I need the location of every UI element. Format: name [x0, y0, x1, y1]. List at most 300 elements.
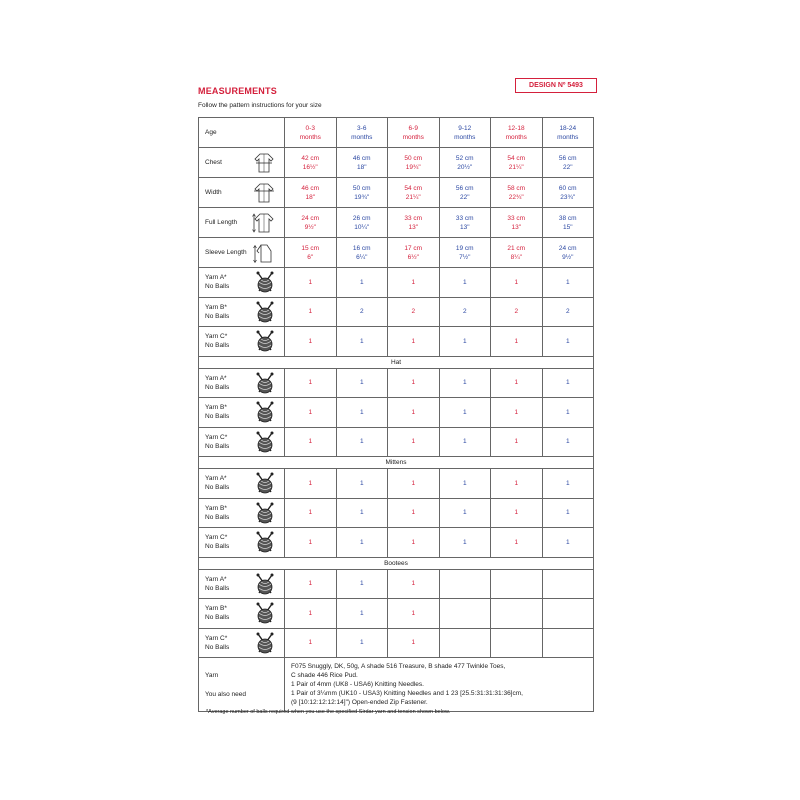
yarn-ball-icon	[254, 602, 276, 624]
balls-cell	[285, 297, 337, 327]
yarn-ball-icon	[254, 431, 276, 453]
no-balls-label: No Balls	[205, 413, 230, 421]
yarn-name: Yarn C*	[205, 634, 228, 642]
balls-value: 1	[359, 438, 364, 446]
yarn-row	[199, 628, 594, 658]
row-label	[199, 178, 285, 208]
balls-value: 1	[462, 278, 467, 286]
balls-cell	[542, 628, 594, 658]
balls-cell	[285, 469, 337, 499]
balls-value: 1	[514, 438, 519, 446]
yarn-label-block	[205, 374, 229, 392]
measurement-cell	[285, 208, 337, 238]
yarn-row	[199, 368, 594, 398]
balls-cell	[439, 628, 491, 658]
measurement-cell	[542, 178, 594, 208]
balls-value: 1	[308, 509, 313, 517]
balls-value: 1	[514, 479, 519, 487]
section-title: Hat	[199, 356, 594, 368]
yarn-name: Yarn A*	[205, 274, 227, 282]
no-balls-label: No Balls	[205, 442, 230, 450]
no-balls-label: No Balls	[205, 383, 230, 391]
balls-cell	[491, 398, 543, 428]
measurement-label: Chest	[205, 159, 222, 166]
yarn-row	[199, 427, 594, 457]
balls-value: 2	[565, 308, 570, 316]
row-label	[199, 327, 285, 357]
measurement-cell	[285, 178, 337, 208]
row-label	[199, 599, 285, 629]
balls-cell	[388, 297, 440, 327]
row-label	[199, 297, 285, 327]
measurement-row	[199, 238, 594, 268]
balls-cell	[336, 469, 388, 499]
yarn-name: Yarn B*	[205, 605, 227, 613]
balls-value: 1	[514, 337, 519, 345]
size-unit: months	[299, 133, 321, 141]
metric-value: 60 cm	[558, 184, 577, 192]
yarn-label-block	[205, 332, 229, 350]
requirements-text	[285, 658, 594, 712]
section-header-row	[199, 356, 594, 368]
balls-value: 1	[411, 337, 416, 345]
balls-cell	[336, 528, 388, 558]
balls-value: 1	[308, 278, 313, 286]
balls-cell	[491, 498, 543, 528]
balls-value: 1	[514, 278, 519, 286]
balls-cell	[336, 427, 388, 457]
balls-cell	[336, 327, 388, 357]
imperial-value: 23¾"	[560, 193, 576, 201]
balls-value: 1	[462, 509, 467, 517]
balls-value: 1	[359, 639, 364, 647]
row-label	[199, 148, 285, 178]
imperial-value: 8¼"	[510, 253, 522, 261]
yarn-ball-icon	[254, 301, 276, 323]
measurement-row	[199, 148, 594, 178]
yarn-ball-icon	[254, 531, 276, 553]
measurement-cell	[388, 238, 440, 268]
garment-width-icon	[252, 182, 276, 204]
yarn-ball-icon	[254, 271, 276, 293]
balls-cell	[542, 569, 594, 599]
balls-value: 1	[308, 538, 313, 546]
balls-value: 2	[462, 308, 467, 316]
row-label	[199, 268, 285, 298]
balls-value: 2	[359, 308, 364, 316]
measurement-cell	[439, 208, 491, 238]
balls-value: 1	[359, 379, 364, 387]
row-label	[199, 427, 285, 457]
imperial-value: 6½"	[407, 253, 419, 261]
you-also-need-heading: You also need	[205, 690, 246, 698]
requirement-line: 1 Pair of 3¼mm (UK10 - USA3) Knitting Needles and 1 23 [25.5:31:31:31:36]cm,	[291, 690, 523, 697]
garment-length-icon	[252, 212, 276, 234]
size-unit: months	[557, 133, 579, 141]
balls-cell	[285, 628, 337, 658]
imperial-value: 6¼"	[356, 253, 368, 261]
metric-value: 33 cm	[404, 214, 423, 222]
imperial-value: 13"	[511, 223, 522, 231]
yarn-label-block	[205, 273, 229, 291]
balls-value: 1	[565, 538, 570, 546]
yarn-label-block	[205, 604, 229, 622]
metric-value: 21 cm	[507, 244, 526, 252]
balls-value: 1	[359, 538, 364, 546]
age-label: Age	[205, 129, 217, 136]
balls-cell	[491, 427, 543, 457]
measurement-cell	[388, 148, 440, 178]
size-range: 18-24	[559, 124, 577, 132]
no-balls-label: No Balls	[205, 484, 230, 492]
measurement-cell	[336, 238, 388, 268]
page-title: MEASUREMENTS	[198, 86, 277, 96]
balls-value: 1	[308, 308, 313, 316]
metric-value: 56 cm	[558, 154, 577, 162]
balls-cell	[439, 268, 491, 298]
balls-cell	[336, 268, 388, 298]
imperial-value: 13"	[459, 223, 470, 231]
footnote: *Average number of balls required when you use the specified Sirdar yarn and tension shown below.	[206, 709, 451, 715]
measurements-table	[198, 117, 594, 712]
balls-value: 1	[462, 479, 467, 487]
row-label	[199, 368, 285, 398]
balls-value: 1	[462, 408, 467, 416]
balls-value: 1	[514, 509, 519, 517]
imperial-value: 21¼"	[508, 163, 524, 171]
balls-cell	[439, 327, 491, 357]
balls-value: 1	[359, 278, 364, 286]
metric-value: 50 cm	[404, 154, 423, 162]
imperial-value: 18"	[305, 193, 316, 201]
row-label	[199, 569, 285, 599]
row-label	[199, 398, 285, 428]
measurement-cell	[336, 148, 388, 178]
balls-cell	[439, 498, 491, 528]
row-label	[199, 118, 285, 148]
balls-cell	[388, 469, 440, 499]
balls-cell	[336, 398, 388, 428]
balls-value: 1	[462, 438, 467, 446]
size-header	[336, 118, 388, 148]
balls-cell	[542, 427, 594, 457]
imperial-value: 9½"	[304, 223, 316, 231]
measurement-cell	[439, 238, 491, 268]
measurement-cell	[336, 208, 388, 238]
balls-value: 1	[411, 639, 416, 647]
balls-value: 1	[411, 408, 416, 416]
balls-cell	[388, 628, 440, 658]
yarn-ball-icon	[254, 502, 276, 524]
metric-value: 16 cm	[352, 244, 371, 252]
balls-cell	[336, 498, 388, 528]
size-header	[388, 118, 440, 148]
balls-cell	[388, 398, 440, 428]
balls-value: 1	[462, 538, 467, 546]
metric-value: 17 cm	[404, 244, 423, 252]
measurement-row	[199, 208, 594, 238]
metric-value: 50 cm	[352, 184, 371, 192]
imperial-value: 19¾"	[405, 163, 421, 171]
no-balls-label: No Balls	[205, 513, 230, 521]
balls-cell	[439, 398, 491, 428]
balls-cell	[491, 569, 543, 599]
size-range: 0-3	[305, 124, 315, 132]
imperial-value: 15"	[562, 223, 573, 231]
yarn-row	[199, 469, 594, 499]
balls-cell	[439, 528, 491, 558]
requirement-line: 1 Pair of 4mm (UK8 - USA6) Knitting Needles.	[291, 681, 424, 688]
requirement-line: (9 [10:12:12:12:14]") Open-ended Zip Fastener.	[291, 699, 428, 706]
balls-value: 1	[411, 538, 416, 546]
yarn-ball-icon	[254, 632, 276, 654]
yarn-name: Yarn A*	[205, 475, 227, 483]
no-balls-label: No Balls	[205, 614, 230, 622]
no-balls-label: No Balls	[205, 643, 230, 651]
balls-value: 1	[565, 379, 570, 387]
imperial-value: 6"	[307, 253, 314, 261]
balls-cell	[439, 569, 491, 599]
balls-cell	[388, 427, 440, 457]
size-header	[285, 118, 337, 148]
yarn-ball-icon	[254, 330, 276, 352]
yarn-name: Yarn B*	[205, 504, 227, 512]
balls-value: 1	[308, 379, 313, 387]
balls-cell	[491, 297, 543, 327]
yarn-row	[199, 599, 594, 629]
metric-value: 52 cm	[455, 154, 474, 162]
balls-value: 1	[565, 408, 570, 416]
imperial-value: 9½"	[562, 253, 574, 261]
subtitle: Follow the pattern instructions for your size	[198, 102, 322, 109]
balls-cell	[285, 599, 337, 629]
balls-value: 1	[359, 337, 364, 345]
balls-cell	[542, 528, 594, 558]
balls-cell	[388, 368, 440, 398]
yarn-name: Yarn C*	[205, 534, 228, 542]
balls-cell	[542, 297, 594, 327]
balls-cell	[542, 268, 594, 298]
yarn-label-block	[205, 575, 229, 593]
balls-cell	[542, 327, 594, 357]
metric-value: 15 cm	[301, 244, 320, 252]
imperial-value: 21¼"	[405, 193, 421, 201]
requirements-row	[199, 658, 594, 712]
yarn-row	[199, 327, 594, 357]
yarn-name: Yarn B*	[205, 303, 227, 311]
balls-value: 1	[462, 337, 467, 345]
balls-value: 1	[308, 609, 313, 617]
metric-value: 24 cm	[301, 214, 320, 222]
balls-value: 1	[359, 509, 364, 517]
yarn-ball-icon	[254, 372, 276, 394]
yarn-row	[199, 569, 594, 599]
balls-value: 1	[565, 479, 570, 487]
balls-cell	[491, 528, 543, 558]
measurement-row	[199, 178, 594, 208]
balls-cell	[336, 569, 388, 599]
balls-cell	[491, 469, 543, 499]
balls-cell	[542, 599, 594, 629]
no-balls-label: No Balls	[205, 342, 230, 350]
balls-cell	[542, 498, 594, 528]
balls-value: 1	[411, 438, 416, 446]
yarn-row	[199, 268, 594, 298]
design-number-badge: DESIGN Nº 5493	[515, 78, 597, 93]
balls-value: 1	[514, 538, 519, 546]
imperial-value: 19¾"	[354, 193, 370, 201]
balls-cell	[336, 297, 388, 327]
requirement-line: F075 Snuggly, DK, 50g, A shade 516 Treasure, B shade 477 Twinkle Toes,	[291, 663, 506, 670]
balls-value: 2	[411, 308, 416, 316]
metric-value: 46 cm	[352, 154, 371, 162]
yarn-label-block	[205, 634, 229, 652]
balls-value: 1	[411, 379, 416, 387]
imperial-value: 16½"	[302, 163, 318, 171]
metric-value: 26 cm	[352, 214, 371, 222]
balls-value: 1	[565, 509, 570, 517]
balls-value: 1	[308, 580, 313, 588]
yarn-name: Yarn A*	[205, 374, 227, 382]
measurement-cell	[491, 208, 543, 238]
balls-cell	[388, 268, 440, 298]
yarn-ball-icon	[254, 573, 276, 595]
balls-value: 1	[308, 408, 313, 416]
imperial-value: 7½"	[459, 253, 471, 261]
measurement-cell	[388, 208, 440, 238]
metric-value: 58 cm	[507, 184, 526, 192]
yarn-row	[199, 498, 594, 528]
requirements-labels	[205, 666, 246, 704]
imperial-value: 10¼"	[354, 223, 370, 231]
size-unit: months	[351, 133, 373, 141]
measurement-cell	[542, 208, 594, 238]
balls-cell	[439, 297, 491, 327]
imperial-value: 18"	[356, 163, 367, 171]
size-unit: months	[402, 133, 424, 141]
measurement-cell	[439, 178, 491, 208]
balls-value: 1	[411, 479, 416, 487]
no-balls-label: No Balls	[205, 543, 230, 551]
measurement-cell	[285, 148, 337, 178]
measurement-cell	[542, 238, 594, 268]
metric-value: 54 cm	[404, 184, 423, 192]
yarn-label-block	[205, 504, 229, 522]
balls-value: 1	[565, 278, 570, 286]
metric-value: 24 cm	[558, 244, 577, 252]
size-unit: months	[454, 133, 476, 141]
balls-cell	[439, 599, 491, 629]
age-row	[199, 118, 594, 148]
balls-cell	[285, 569, 337, 599]
measurement-label: Full Length	[205, 219, 238, 226]
section-title: Bootees	[199, 557, 594, 569]
measurement-cell	[491, 178, 543, 208]
size-range: 6-9	[408, 124, 418, 132]
balls-cell	[542, 469, 594, 499]
section-title: Mittens	[199, 457, 594, 469]
section-header-row	[199, 557, 594, 569]
balls-value: 1	[308, 438, 313, 446]
row-label	[199, 498, 285, 528]
balls-cell	[388, 599, 440, 629]
balls-value: 1	[411, 609, 416, 617]
row-label	[199, 208, 285, 238]
yarn-label-block	[205, 474, 229, 492]
yarn-name: Yarn C*	[205, 333, 228, 341]
balls-value: 1	[462, 379, 467, 387]
balls-value: 1	[359, 609, 364, 617]
no-balls-label: No Balls	[205, 584, 230, 592]
size-header	[542, 118, 594, 148]
balls-cell	[491, 368, 543, 398]
size-unit: months	[505, 133, 527, 141]
balls-cell	[542, 398, 594, 428]
balls-value: 1	[411, 580, 416, 588]
row-label	[199, 528, 285, 558]
size-range: 9-12	[458, 124, 472, 132]
balls-value: 1	[565, 337, 570, 345]
yarn-ball-icon	[254, 401, 276, 423]
balls-cell	[285, 268, 337, 298]
metric-value: 42 cm	[301, 154, 320, 162]
imperial-value: 22¾"	[508, 193, 524, 201]
balls-cell	[388, 528, 440, 558]
metric-value: 46 cm	[301, 184, 320, 192]
balls-cell	[388, 498, 440, 528]
yarn-name: Yarn C*	[205, 433, 228, 441]
measurement-label: Width	[205, 189, 222, 196]
balls-value: 1	[308, 337, 313, 345]
metric-value: 54 cm	[507, 154, 526, 162]
balls-cell	[542, 368, 594, 398]
row-label	[199, 658, 285, 712]
metric-value: 33 cm	[507, 214, 526, 222]
imperial-value: 20½"	[457, 163, 473, 171]
balls-cell	[388, 327, 440, 357]
row-label	[199, 628, 285, 658]
imperial-value: 22"	[562, 163, 573, 171]
balls-value: 1	[514, 379, 519, 387]
balls-value: 1	[411, 278, 416, 286]
imperial-value: 13"	[408, 223, 419, 231]
balls-value: 1	[359, 408, 364, 416]
measurement-cell	[336, 178, 388, 208]
balls-value: 1	[308, 639, 313, 647]
sleeve-length-icon	[252, 242, 276, 264]
balls-cell	[439, 368, 491, 398]
yarn-row	[199, 398, 594, 428]
metric-value: 33 cm	[455, 214, 474, 222]
imperial-value: 22"	[459, 193, 470, 201]
balls-value: 1	[565, 438, 570, 446]
yarn-ball-icon	[254, 472, 276, 494]
balls-cell	[336, 628, 388, 658]
balls-cell	[285, 327, 337, 357]
yarn-row	[199, 297, 594, 327]
balls-cell	[491, 628, 543, 658]
garment-chest-icon	[252, 152, 276, 174]
requirement-line: C shade 446 Rice Pud.	[291, 672, 358, 679]
yarn-name: Yarn A*	[205, 575, 227, 583]
section-header-row	[199, 457, 594, 469]
balls-cell	[285, 528, 337, 558]
size-range: 12-18	[507, 124, 525, 132]
balls-cell	[285, 398, 337, 428]
balls-cell	[285, 498, 337, 528]
balls-value: 1	[411, 509, 416, 517]
yarn-row	[199, 528, 594, 558]
